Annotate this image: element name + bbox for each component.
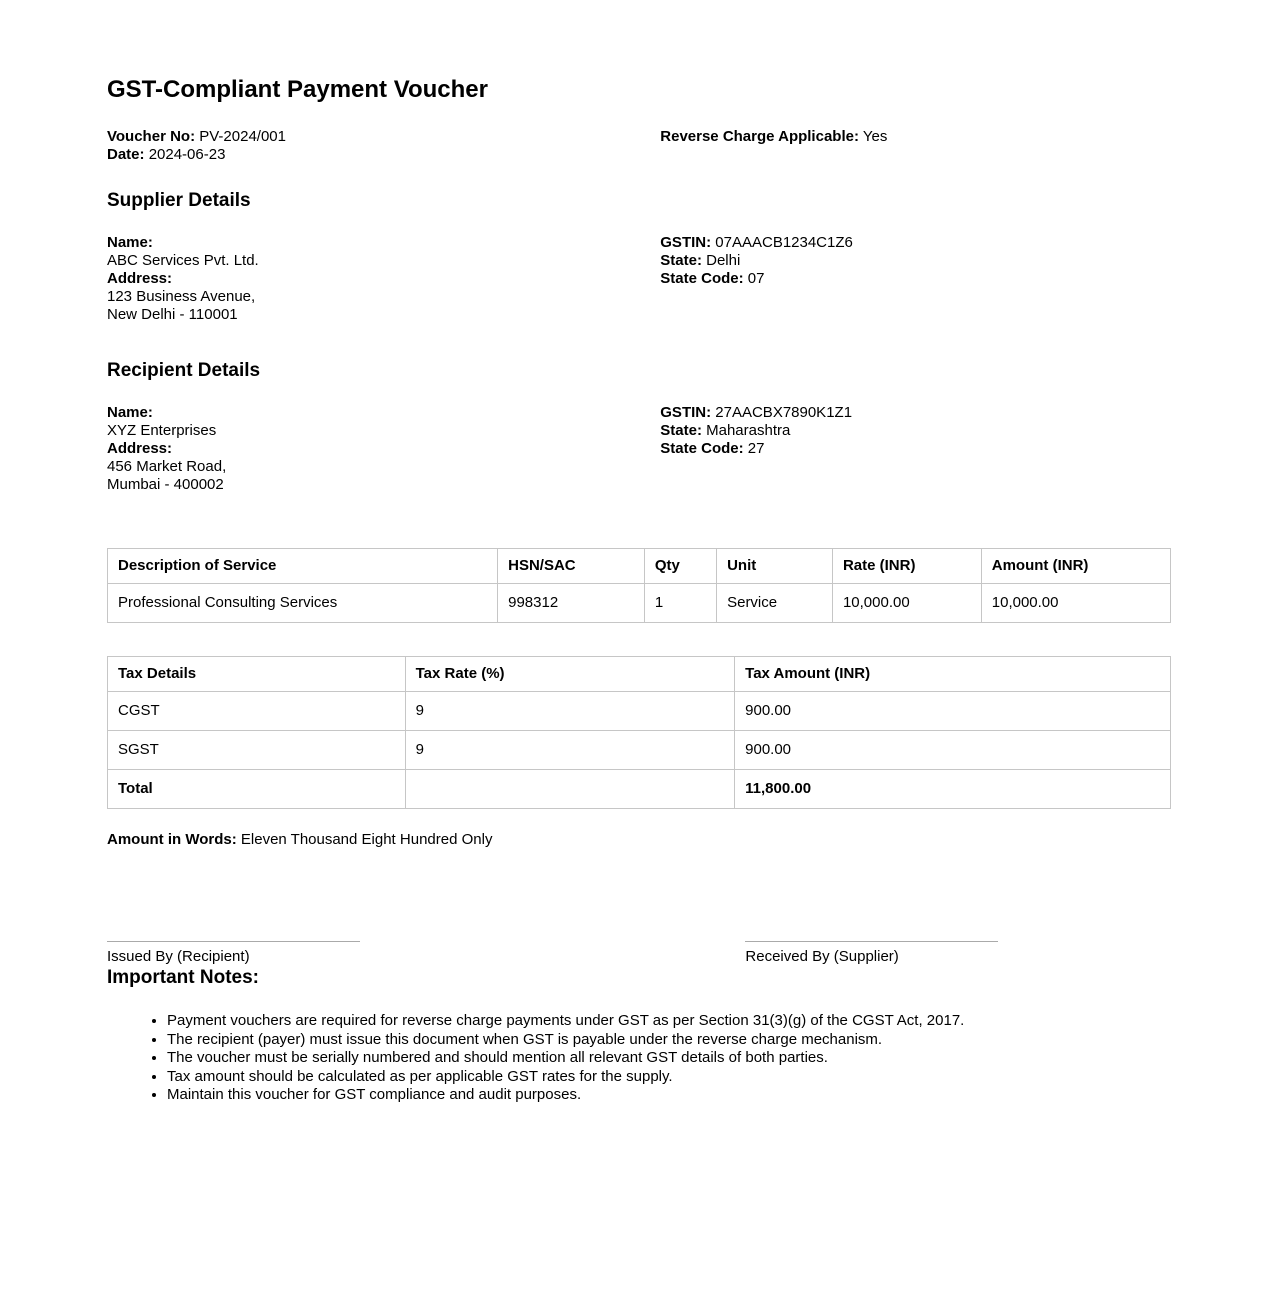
received-by-block <box>745 941 1171 966</box>
tax-table-row-sgst <box>108 731 1171 770</box>
supplier-name-label: Name: <box>107 234 153 251</box>
service-col-qty: Qty <box>644 549 716 584</box>
supplier-state-code-value: 07 <box>747 270 765 287</box>
tax-col-rate: Tax Rate (%) <box>405 657 735 692</box>
service-cell-unit: Service <box>717 584 833 623</box>
note-item: • Maintain this voucher for GST compliance and audit purposes. <box>167 1086 1171 1105</box>
tax-cell-rate: 9 <box>405 692 735 731</box>
tax-cell-name: CGST <box>108 692 406 731</box>
recipient-gstin-value: 27AACBX7890K1Z1 <box>715 404 853 421</box>
recipient-state-code-line <box>660 440 1171 458</box>
service-table-header-row <box>108 549 1171 584</box>
tax-total-label: Total <box>108 770 406 809</box>
service-cell-hsn: 998312 <box>498 584 645 623</box>
voucher-date-line <box>107 146 660 164</box>
amount-in-words-label: Amount in Words: <box>107 831 237 848</box>
reverse-charge-line <box>660 128 1171 146</box>
note-item: • The recipient (payer) must issue this document when GST is payable under the reverse charge mechanism. <box>167 1031 1171 1050</box>
recipient-gstin-line <box>660 404 1171 422</box>
service-table-row <box>108 584 1171 623</box>
recipient-state-value: Maharashtra <box>706 422 791 439</box>
recipient-address-line1: 456 Market Road, <box>107 458 227 475</box>
service-col-rate: Rate (INR) <box>832 549 981 584</box>
recipient-left <box>107 404 660 494</box>
supplier-name: ABC Services Pvt. Ltd. <box>107 252 259 269</box>
important-notes-list <box>107 1012 1171 1105</box>
service-cell-qty: 1 <box>644 584 716 623</box>
supplier-state-code-label: State Code: <box>660 270 744 287</box>
supplier-left <box>107 234 660 324</box>
tax-cell-rate: 9 <box>405 731 735 770</box>
recipient-right <box>660 404 1171 494</box>
recipient-state-line <box>660 422 1171 440</box>
amount-in-words-value: Eleven Thousand Eight Hundred Only <box>240 831 493 848</box>
supplier-gstin-line <box>660 234 1171 252</box>
supplier-state-line <box>660 252 1171 270</box>
signature-row <box>107 941 1171 966</box>
recipient-state-code-label: State Code: <box>660 440 744 457</box>
voucher-meta <box>107 128 1171 164</box>
supplier-address-line2: New Delhi - 110001 <box>107 306 238 323</box>
voucher-date-label: Date: <box>107 146 145 163</box>
supplier-right <box>660 234 1171 324</box>
supplier-address-line1: 123 Business Avenue, <box>107 288 256 305</box>
reverse-charge-label: Reverse Charge Applicable: <box>660 128 859 145</box>
tax-table <box>107 656 1171 809</box>
recipient-details <box>107 404 1171 494</box>
supplier-gstin-value: 07AAACB1234C1Z6 <box>715 234 853 251</box>
tax-cell-name: SGST <box>108 731 406 770</box>
tax-col-details: Tax Details <box>108 657 406 692</box>
recipient-heading: Recipient Details <box>107 360 261 381</box>
note-item: • The voucher must be serially numbered and should mention all relevant GST details of both parties. <box>167 1049 1171 1068</box>
tax-col-amount: Tax Amount (INR) <box>735 657 1171 692</box>
service-col-unit: Unit <box>717 549 833 584</box>
received-by-label: Received By (Supplier) <box>745 948 899 965</box>
service-cell-amount: 10,000.00 <box>981 584 1170 623</box>
tax-table-total-row <box>108 770 1171 809</box>
supplier-details <box>107 234 1171 324</box>
voucher-no-line <box>107 128 660 146</box>
voucher-no-value: PV-2024/001 <box>199 128 286 145</box>
recipient-gstin-label: GSTIN: <box>660 404 712 421</box>
service-table <box>107 548 1171 623</box>
supplier-gstin-label: GSTIN: <box>660 234 712 251</box>
received-by-signature-line <box>745 941 998 942</box>
recipient-state-code-value: 27 <box>747 440 765 457</box>
voucher-date-value: 2024-06-23 <box>148 146 226 163</box>
recipient-address-line2: Mumbai - 400002 <box>107 476 224 493</box>
service-cell-rate: 10,000.00 <box>832 584 981 623</box>
tax-cell-amount: 900.00 <box>735 731 1171 770</box>
important-notes-heading: Important Notes: <box>107 967 259 988</box>
tax-table-row-cgst <box>108 692 1171 731</box>
voucher-meta-left <box>107 128 660 164</box>
note-item: • Payment vouchers are required for reverse charge payments under GST as per Section 31(3)(g) of the CGST Act, 2017. <box>167 1012 1171 1031</box>
page-title: GST-Compliant Payment Voucher <box>107 76 488 103</box>
tax-table-header-row <box>108 657 1171 692</box>
service-col-description: Description of Service <box>108 549 498 584</box>
recipient-address-label: Address: <box>107 440 173 457</box>
tax-total-rate-empty <box>405 770 735 809</box>
supplier-address-label: Address: <box>107 270 173 287</box>
voucher-meta-right <box>660 128 1171 164</box>
supplier-state-code-line <box>660 270 1171 288</box>
reverse-charge-value: Yes <box>862 128 888 145</box>
supplier-heading: Supplier Details <box>107 190 251 211</box>
recipient-name-label: Name: <box>107 404 153 421</box>
issued-by-block <box>107 941 745 966</box>
service-col-hsn: HSN/SAC <box>498 549 645 584</box>
recipient-name: XYZ Enterprises <box>107 422 217 439</box>
voucher-no-label: Voucher No: <box>107 128 196 145</box>
issued-by-label: Issued By (Recipient) <box>107 948 250 965</box>
issued-by-signature-line <box>107 941 360 942</box>
supplier-state-label: State: <box>660 252 702 269</box>
amount-in-words-line <box>107 831 1171 849</box>
recipient-state-label: State: <box>660 422 702 439</box>
tax-total-amount: 11,800.00 <box>735 770 1171 809</box>
note-item: • Tax amount should be calculated as per applicable GST rates for the supply. <box>167 1068 1171 1087</box>
service-col-amount: Amount (INR) <box>981 549 1170 584</box>
supplier-state-value: Delhi <box>706 252 741 269</box>
service-cell-description: Professional Consulting Services <box>108 584 498 623</box>
tax-cell-amount: 900.00 <box>735 692 1171 731</box>
